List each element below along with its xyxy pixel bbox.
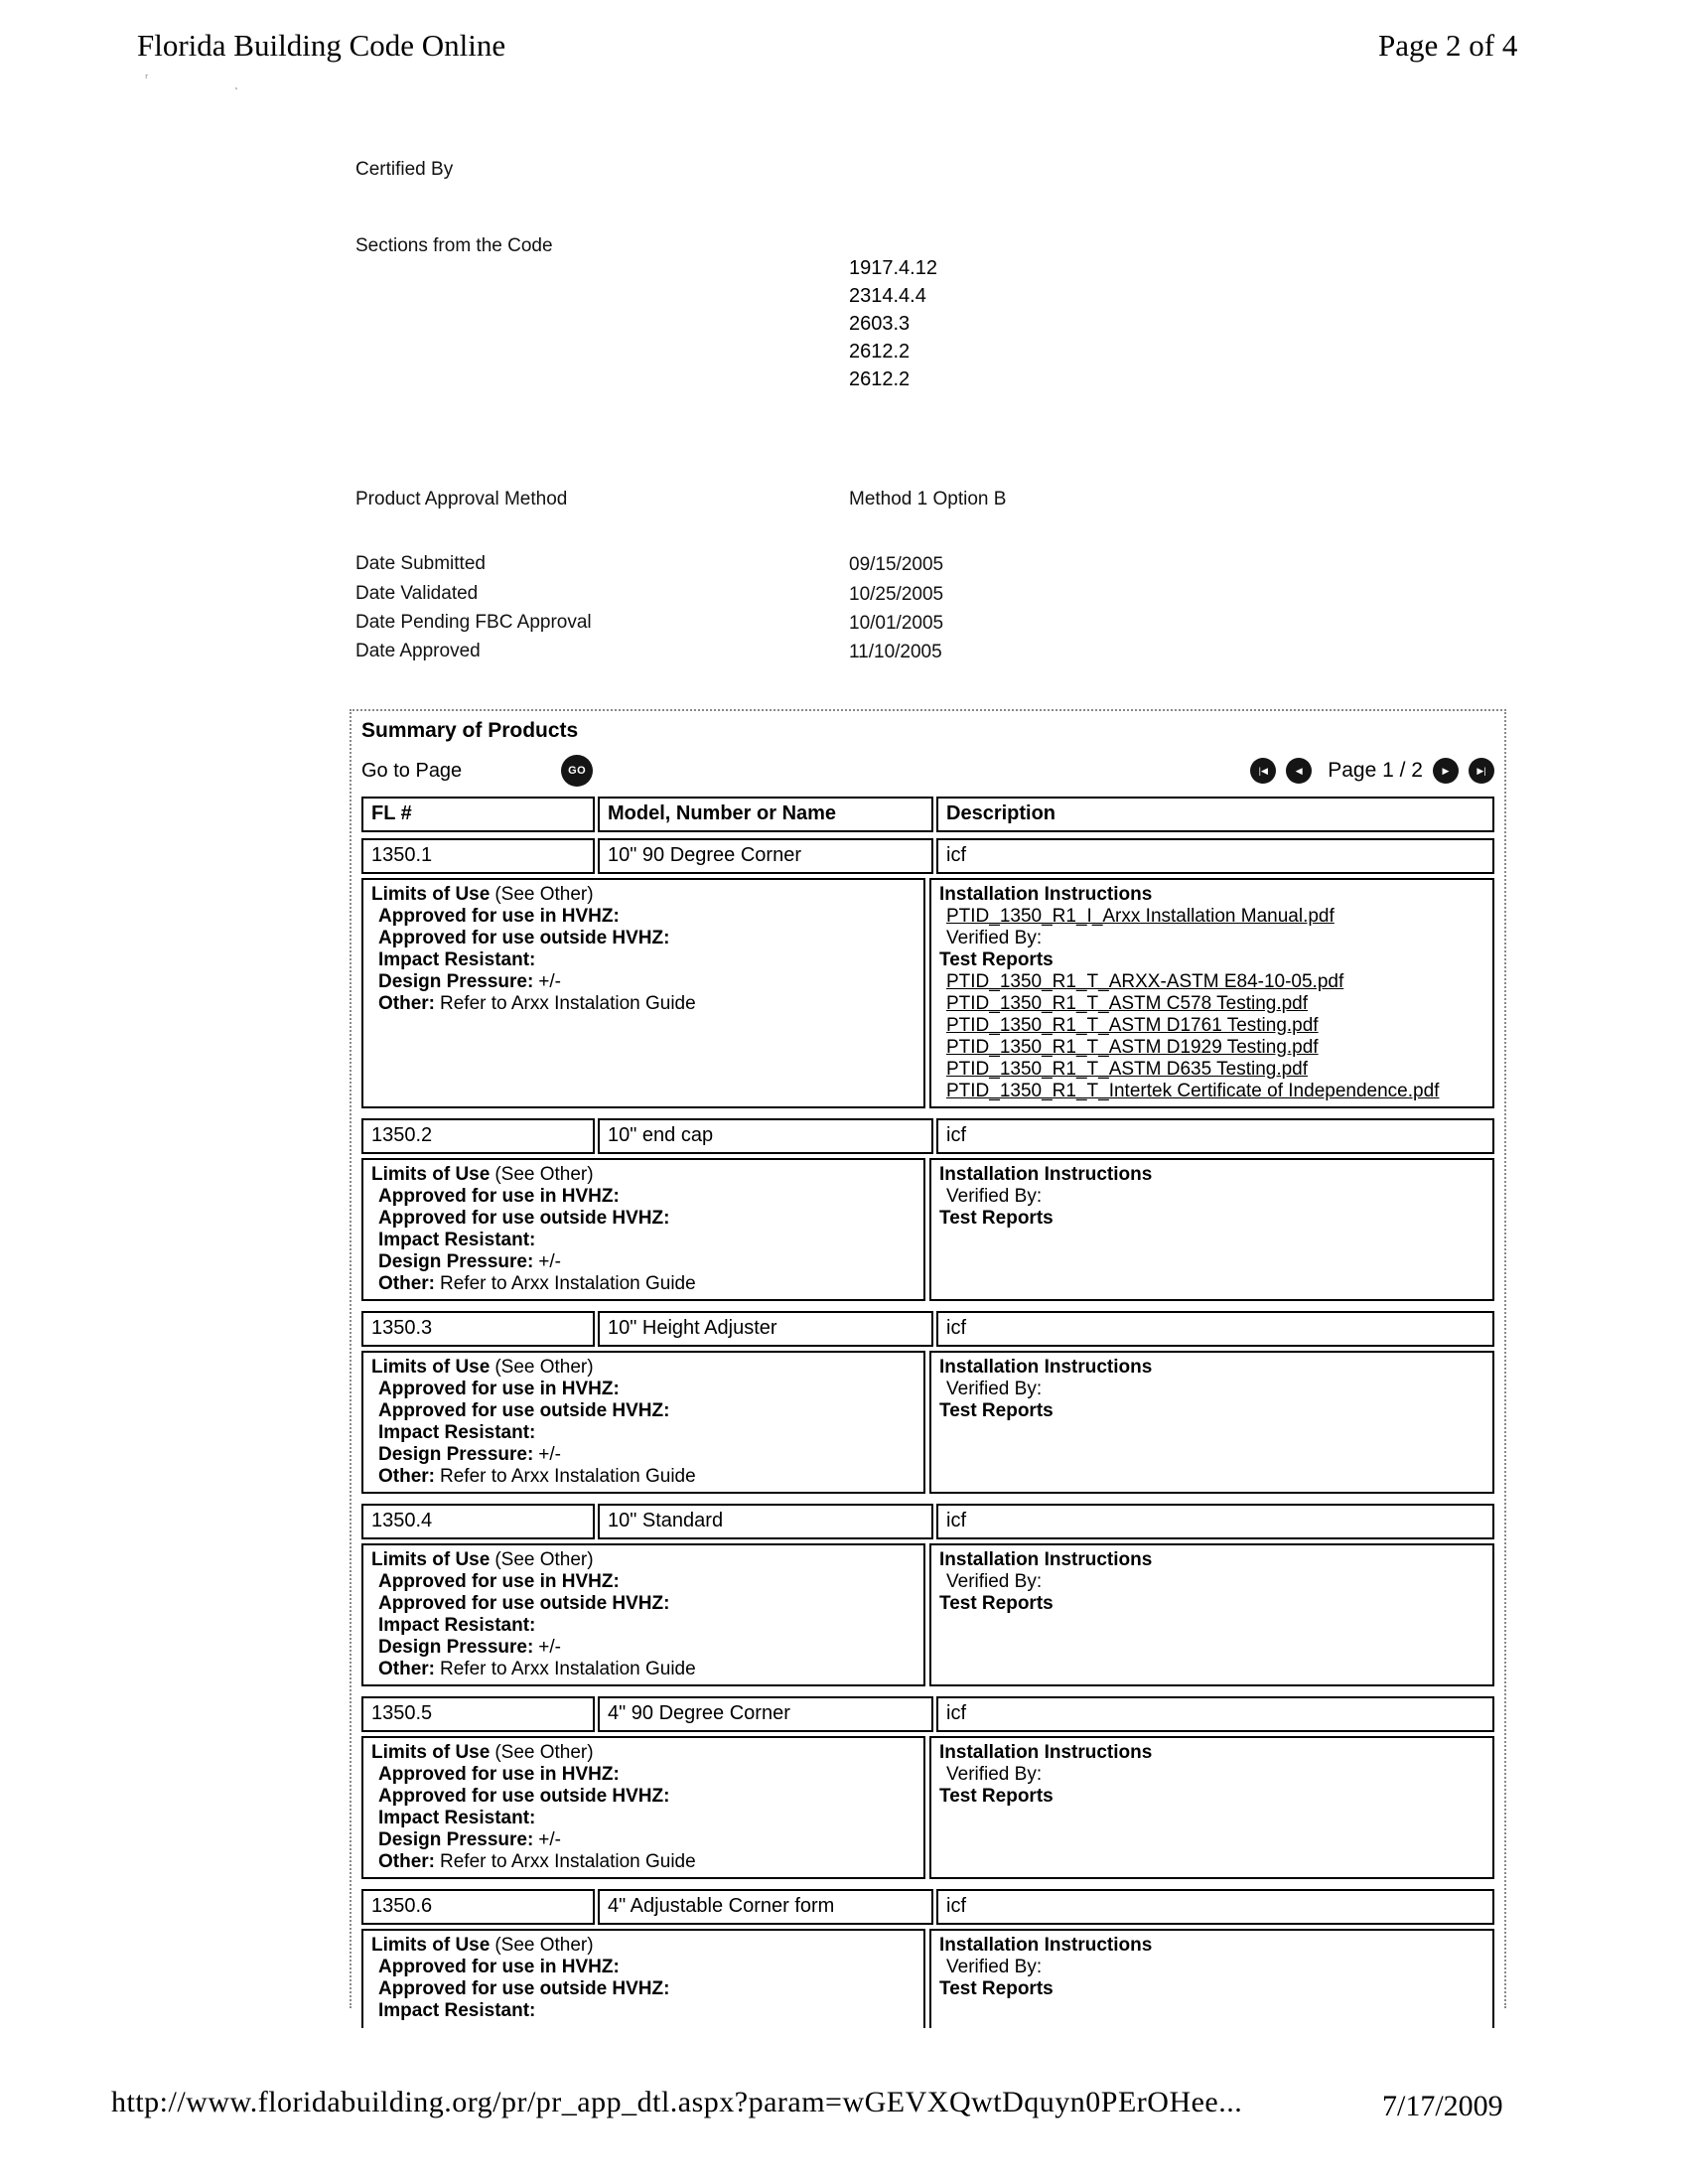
test-link-line — [939, 971, 1484, 993]
installation-instructions-cell — [929, 1158, 1494, 1301]
model-name: 10" Height Adjuster — [598, 1311, 933, 1347]
date-validated-label: Date Validated — [355, 583, 479, 604]
design-pressure-label: Design Pressure: — [378, 1251, 534, 1272]
limits-heading-note: (See Other) — [494, 1935, 594, 1956]
other-label: Other: — [378, 1659, 435, 1679]
col-header-fl: FL # — [361, 797, 595, 832]
installation-instructions-heading: Installation Instructions — [939, 1742, 1153, 1763]
limits-heading-line — [371, 884, 915, 906]
limits-of-use-cell — [361, 878, 925, 1108]
installation-instructions-cell — [929, 1543, 1494, 1686]
section-code: 2314.4.4 — [849, 285, 926, 307]
sections-from-code-label: Sections from the Code — [355, 235, 553, 256]
product-row — [361, 1504, 1494, 1539]
limits-heading-note: (See Other) — [494, 1357, 594, 1378]
footer-url: http://www.floridabuilding.org/pr/pr_app_dtl.aspx?param=wGEVXQwtDquyn0PErOHee... — [111, 2086, 1243, 2118]
verified-by-label: Verified By: — [946, 928, 1043, 948]
model-name: 4" 90 Degree Corner — [598, 1696, 933, 1732]
hvhz-in-label: Approved for use in HVHZ: — [378, 1764, 620, 1785]
fl-number: 1350.5 — [361, 1696, 595, 1732]
design-pressure-value: +/- — [538, 1251, 561, 1272]
limits-heading: Limits of Use — [371, 1357, 491, 1378]
test-reports-heading: Test Reports — [939, 949, 1054, 970]
other-value: Refer to Arxx Instalation Guide — [440, 1851, 696, 1872]
design-pressure-value: +/- — [538, 1637, 561, 1658]
model-name: 4" Adjustable Corner form — [598, 1889, 933, 1925]
approval-method-label: Product Approval Method — [355, 489, 568, 510]
design-pressure-value: +/- — [538, 971, 561, 992]
test-reports-heading: Test Reports — [939, 1786, 1054, 1807]
description: icf — [936, 1118, 1494, 1154]
installation-instructions-heading: Installation Instructions — [939, 1549, 1153, 1570]
other-value: Refer to Arxx Instalation Guide — [440, 1466, 696, 1487]
design-pressure-value: +/- — [538, 1829, 561, 1850]
other-label: Other: — [378, 1851, 435, 1872]
limits-heading-line — [371, 1164, 915, 1186]
go-to-page-label: Go to Page — [361, 759, 463, 782]
product-detail-row — [361, 1351, 1494, 1494]
date-validated-value: 10/25/2005 — [849, 584, 944, 605]
installation-instructions-heading: Installation Instructions — [939, 884, 1153, 905]
impact-resistant-label: Impact Resistant: — [378, 1230, 536, 1250]
summary-of-products-panel — [350, 709, 1506, 2021]
verified-by-label: Verified By: — [946, 1957, 1043, 1977]
product-detail-row — [361, 1543, 1494, 1686]
installation-instructions-cell — [929, 1351, 1494, 1494]
hvhz-out-label: Approved for use outside HVHZ: — [378, 1786, 670, 1807]
product-row — [361, 1889, 1494, 1925]
installation-instructions-cell — [929, 878, 1494, 1108]
product-row — [361, 1118, 1494, 1154]
table-header-row — [361, 797, 1494, 832]
product-detail-row — [361, 1929, 1494, 2028]
date-pending-value: 10/01/2005 — [849, 613, 944, 634]
page-title: Florida Building Code Online — [137, 28, 506, 63]
hvhz-out-label: Approved for use outside HVHZ: — [378, 1978, 670, 1999]
verified-by-label: Verified By: — [946, 1764, 1043, 1785]
pagination — [1250, 758, 1494, 784]
limits-heading-line — [371, 1742, 915, 1764]
test-link-line — [939, 1081, 1484, 1102]
installation-instructions-cell — [929, 1736, 1494, 1879]
test-reports-heading: Test Reports — [939, 1400, 1054, 1421]
product-row — [361, 1311, 1494, 1347]
other-label: Other: — [378, 993, 435, 1014]
first-page-icon[interactable]: |◀ — [1250, 758, 1276, 784]
installation-instructions-cell — [929, 1929, 1494, 2028]
other-line — [371, 1851, 915, 1873]
installation-instructions-heading: Installation Instructions — [939, 1357, 1153, 1378]
test-link-line — [939, 1015, 1484, 1037]
other-line — [371, 1466, 915, 1488]
design-pressure-line — [371, 1829, 915, 1851]
verified-by-label: Verified By: — [946, 1186, 1043, 1207]
pdf-link[interactable]: PTID_1350_R1_T_ARXX-ASTM E84-10-05.pdf — [946, 971, 1344, 992]
other-line — [371, 1659, 915, 1680]
limits-of-use-cell — [361, 1929, 925, 2028]
other-line — [371, 993, 915, 1015]
page-indicator: Page 2 of 4 — [1378, 28, 1518, 63]
design-pressure-label: Design Pressure: — [378, 1444, 534, 1465]
hvhz-in-label: Approved for use in HVHZ: — [378, 1186, 620, 1207]
col-header-model: Model, Number or Name — [598, 797, 933, 832]
description: icf — [936, 1504, 1494, 1539]
limits-of-use-cell — [361, 1351, 925, 1494]
limits-heading-line — [371, 1549, 915, 1571]
installation-instructions-heading: Installation Instructions — [939, 1935, 1153, 1956]
test-reports-heading: Test Reports — [939, 1208, 1054, 1229]
hvhz-out-label: Approved for use outside HVHZ: — [378, 1208, 670, 1229]
limits-of-use-cell — [361, 1543, 925, 1686]
hvhz-in-label: Approved for use in HVHZ: — [378, 1571, 620, 1592]
test-reports-heading: Test Reports — [939, 1978, 1054, 1999]
impact-resistant-label: Impact Resistant: — [378, 949, 536, 970]
product-detail-row — [361, 1158, 1494, 1301]
page-count-label: Page 1 / 2 — [1328, 759, 1423, 782]
design-pressure-label: Design Pressure: — [378, 971, 534, 992]
approval-method-value: Method 1 Option B — [849, 489, 1007, 510]
other-value: Refer to Arxx Instalation Guide — [440, 1273, 696, 1294]
date-submitted-value: 09/15/2005 — [849, 554, 944, 575]
pdf-link[interactable]: PTID_1350_R1_T_ASTM D635 Testing.pdf — [946, 1059, 1309, 1080]
hvhz-out-label: Approved for use outside HVHZ: — [378, 928, 670, 948]
pdf-link[interactable]: PTID_1350_R1_T_ASTM C578 Testing.pdf — [946, 993, 1309, 1014]
other-value: Refer to Arxx Instalation Guide — [440, 1659, 696, 1679]
fl-number: 1350.6 — [361, 1889, 595, 1925]
other-value: Refer to Arxx Instalation Guide — [440, 993, 696, 1014]
design-pressure-line — [371, 1444, 915, 1466]
fl-number: 1350.3 — [361, 1311, 595, 1347]
design-pressure-value: +/- — [538, 1444, 561, 1465]
limits-heading: Limits of Use — [371, 884, 491, 905]
section-code: 2603.3 — [849, 313, 911, 335]
hvhz-in-label: Approved for use in HVHZ: — [378, 1957, 620, 1977]
date-approved-label: Date Approved — [355, 641, 481, 661]
pdf-link[interactable]: PTID_1350_R1_T_ASTM D1761 Testing.pdf — [946, 1015, 1319, 1036]
table-toolbar — [361, 755, 1494, 787]
design-pressure-line — [371, 971, 915, 993]
hvhz-in-label: Approved for use in HVHZ: — [378, 906, 620, 927]
date-pending-label: Date Pending FBC Approval — [355, 612, 592, 633]
description: icf — [936, 1311, 1494, 1347]
section-code: 2612.2 — [849, 341, 911, 363]
impact-resistant-label: Impact Resistant: — [378, 1615, 536, 1636]
limits-heading: Limits of Use — [371, 1164, 491, 1185]
previous-page-icon[interactable]: ◀ — [1286, 758, 1312, 784]
limits-heading: Limits of Use — [371, 1549, 491, 1570]
model-name: 10" end cap — [598, 1118, 933, 1154]
limits-heading-note: (See Other) — [494, 884, 594, 905]
installation-instructions-heading: Installation Instructions — [939, 1164, 1153, 1185]
limits-of-use-cell — [361, 1736, 925, 1879]
design-pressure-label: Design Pressure: — [378, 1637, 534, 1658]
other-line — [371, 1273, 915, 1295]
description: icf — [936, 1696, 1494, 1732]
next-page-icon[interactable]: ▶ — [1433, 758, 1459, 784]
summary-title: Summary of Products — [361, 719, 579, 742]
product-row — [361, 1696, 1494, 1732]
pdf-link[interactable]: PTID_1350_R1_T_Intertek Certificate of Independence.pdf — [946, 1081, 1440, 1101]
design-pressure-line — [371, 1637, 915, 1659]
description: icf — [936, 1889, 1494, 1925]
product-detail-row — [361, 1736, 1494, 1879]
model-name: 10" Standard — [598, 1504, 933, 1539]
verified-by-label: Verified By: — [946, 1571, 1043, 1592]
limits-heading: Limits of Use — [371, 1742, 491, 1763]
go-button[interactable]: GO — [561, 755, 593, 787]
section-code-list — [849, 254, 937, 393]
footer-date: 7/17/2009 — [1382, 2090, 1503, 2122]
hvhz-out-label: Approved for use outside HVHZ: — [378, 1593, 670, 1614]
product-row — [361, 838, 1494, 874]
other-label: Other: — [378, 1466, 435, 1487]
col-header-description: Description — [936, 797, 1494, 832]
impact-resistant-label: Impact Resistant: — [378, 2000, 536, 2021]
test-reports-heading: Test Reports — [939, 1593, 1054, 1614]
fl-number: 1350.4 — [361, 1504, 595, 1539]
fl-number: 1350.1 — [361, 838, 595, 874]
scan-artifact: ͺ — [234, 75, 239, 90]
date-submitted-label: Date Submitted — [355, 553, 486, 574]
install-link-line — [939, 906, 1484, 928]
design-pressure-label: Design Pressure: — [378, 1829, 534, 1850]
pdf-link[interactable]: PTID_1350_R1_I_Arxx Installation Manual.pdf — [946, 906, 1335, 927]
limits-heading-line — [371, 1357, 915, 1379]
certified-by-label: Certified By — [355, 159, 454, 180]
limits-of-use-cell — [361, 1158, 925, 1301]
impact-resistant-label: Impact Resistant: — [378, 1808, 536, 1828]
date-approved-value: 11/10/2005 — [849, 642, 942, 662]
limits-heading-line — [371, 1935, 915, 1957]
product-detail-row — [361, 878, 1494, 1108]
limits-heading-note: (See Other) — [494, 1742, 594, 1763]
other-label: Other: — [378, 1273, 435, 1294]
section-code: 2612.2 — [849, 368, 911, 390]
last-page-icon[interactable]: ▶| — [1469, 758, 1494, 784]
hvhz-out-label: Approved for use outside HVHZ: — [378, 1400, 670, 1421]
limits-heading-note: (See Other) — [494, 1164, 594, 1185]
test-link-line — [939, 1037, 1484, 1059]
impact-resistant-label: Impact Resistant: — [378, 1422, 536, 1443]
limits-heading: Limits of Use — [371, 1935, 491, 1956]
test-link-line — [939, 993, 1484, 1015]
test-link-line — [939, 1059, 1484, 1081]
pdf-link[interactable]: PTID_1350_R1_T_ASTM D1929 Testing.pdf — [946, 1037, 1319, 1058]
section-code: 1917.4.12 — [849, 257, 937, 279]
hvhz-in-label: Approved for use in HVHZ: — [378, 1379, 620, 1399]
model-name: 10" 90 Degree Corner — [598, 838, 933, 874]
fl-number: 1350.2 — [361, 1118, 595, 1154]
design-pressure-line — [371, 1251, 915, 1273]
scan-artifact: ʳ — [145, 72, 149, 86]
verified-by-label: Verified By: — [946, 1379, 1043, 1399]
description: icf — [936, 838, 1494, 874]
limits-heading-note: (See Other) — [494, 1549, 594, 1570]
